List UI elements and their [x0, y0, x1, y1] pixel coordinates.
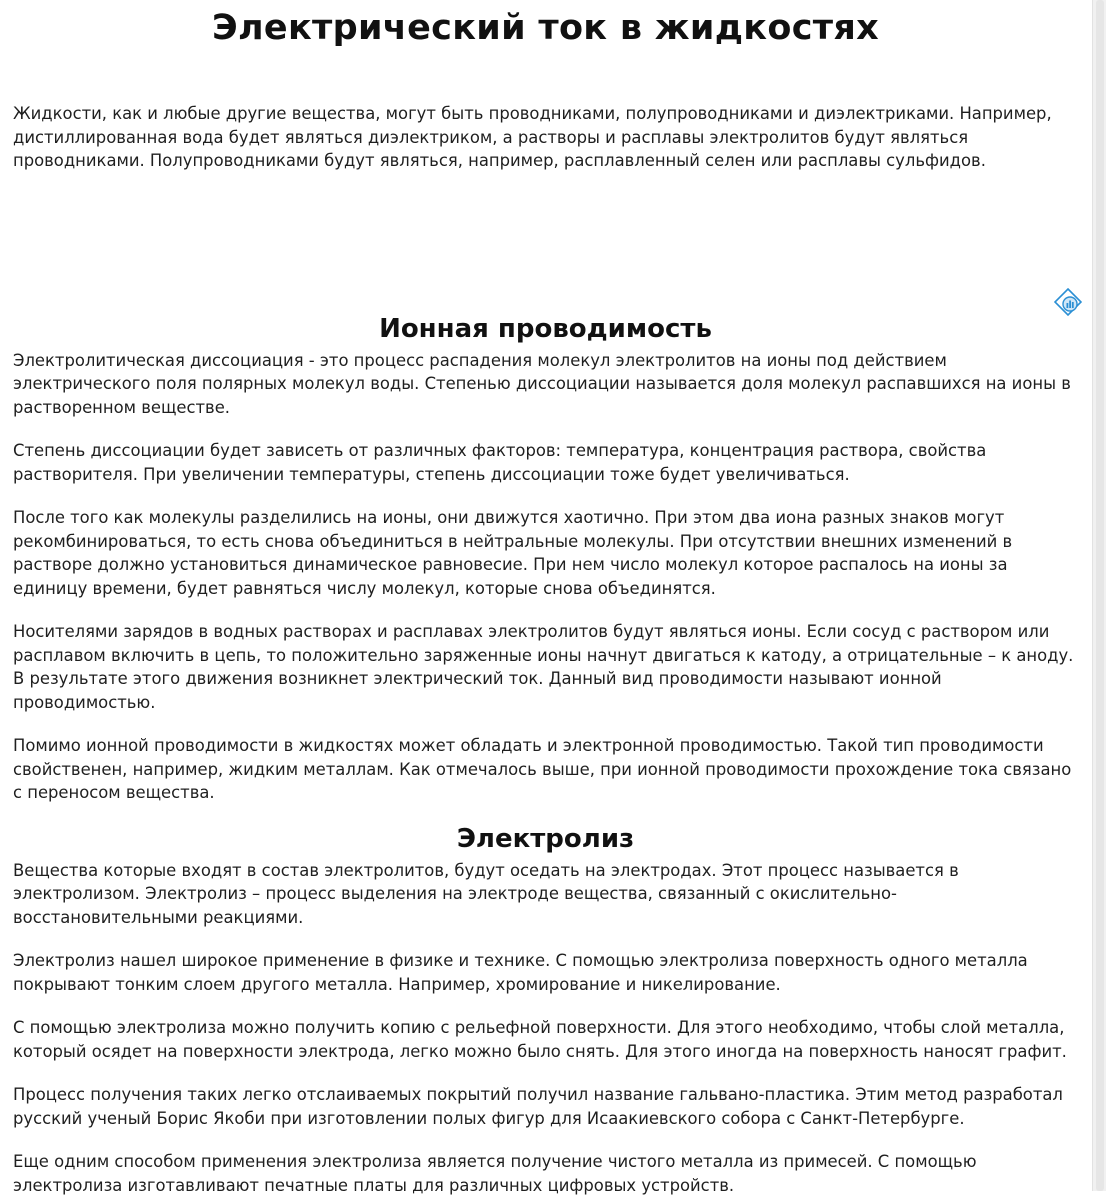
scrollbar-thumb[interactable]: [1096, 0, 1104, 1191]
paragraph: С помощью электролиза можно получить копию с рельефной поверхности. Для этого необходимо, чтобы слой металла, который осядет на поверхности электрода, легко можно было снять. Для этого иногда на поверхность наносят графит.: [13, 1016, 1078, 1063]
ad-choices-icon-graphic: [1054, 288, 1082, 316]
section-ionic-conductivity: [13, 313, 1078, 805]
section-electrolysis: [13, 823, 1078, 1197]
paragraph: Процесс получения таких легко отслаиваемых покрытий получил название гальвано-пластика. Этим метод разработал русский ученый Борис Якоби при изготовлении полых фигур для Исаакиевского собора с Санкт-Петербурге.: [13, 1083, 1078, 1130]
paragraph: Электролиз нашел широкое применение в физике и технике. С помощью электролиза поверхность одного металла покрывают тонким слоем другого металла. Например, хромирование и никелирование.: [13, 949, 1078, 996]
paragraph: Степень диссоциации будет зависеть от различных факторов: температура, концентрация раствора, свойства растворителя. При увеличении температуры, степень диссоциации тоже будет увеличиваться.: [13, 439, 1078, 486]
paragraph: Еще одним способом применения электролиза является получение чистого металла из примесей. С помощью электролиза изготавливают печатные платы для различных цифровых устройств.: [13, 1150, 1078, 1197]
section-heading: Электролиз: [13, 823, 1078, 855]
paragraph: После того как молекулы разделились на ионы, они движутся хаотично. При этом два иона разных знаков могут рекомбинироваться, то есть снова объединиться в нейтральные молекулы. При отсутствии внешних изменений в растворе должно установиться динамическое равновесие. При нем число молекул которое распалось на ионы за единицу времени, будет равняться числу молекул, которые снова объединятся.: [13, 506, 1078, 600]
paragraph: Электролитическая диссоциация - это процесс распадения молекул электролитов на ионы под действием электрического поля полярных молекул воды. Степенью диссоциации называется доля молекул распавшихся на ионы в растворенном веществе.: [13, 349, 1078, 420]
ad-choices-icon[interactable]: [1054, 288, 1082, 316]
paragraph: Вещества которые входят в состав электролитов, будут оседать на электродах. Этот процесс называется в электролизом. Электролиз – процесс выделения на электроде вещества, связанный с окислительно-восстановительными реакциями.: [13, 859, 1078, 930]
intro-paragraph: Жидкости, как и любые другие вещества, могут быть проводниками, полупроводниками и диэлектриками. Например, дистиллированная вода будет являться диэлектриком, а растворы и расплавы электролитов будут являться проводниками. Полупроводниками будут являться, например, расплавленный селен или расплавы сульфидов.: [13, 102, 1078, 173]
paragraph: Помимо ионной проводимости в жидкостях может обладать и электронной проводимостью. Такой тип проводимости свойственен, например, жидким металлам. Как отмечалось выше, при ионной проводимости прохождение тока связано с переносом вещества.: [13, 734, 1078, 805]
page-title: Электрический ток в жидкостях: [13, 0, 1078, 48]
paragraph: Носителями зарядов в водных растворах и расплавах электролитов будут являться ионы. Если сосуд с раствором или расплавом включить в цепь, то положительно заряженные ионы начнут двигаться к катоду, а отрицательные – к аноду. В результате этого движения возникнет электрический ток. Данный вид проводимости называют ионной проводимостью.: [13, 620, 1078, 714]
vertical-scrollbar[interactable]: [1092, 0, 1106, 1191]
section-heading: Ионная проводимость: [13, 313, 1078, 345]
ad-slot: [13, 173, 1078, 313]
